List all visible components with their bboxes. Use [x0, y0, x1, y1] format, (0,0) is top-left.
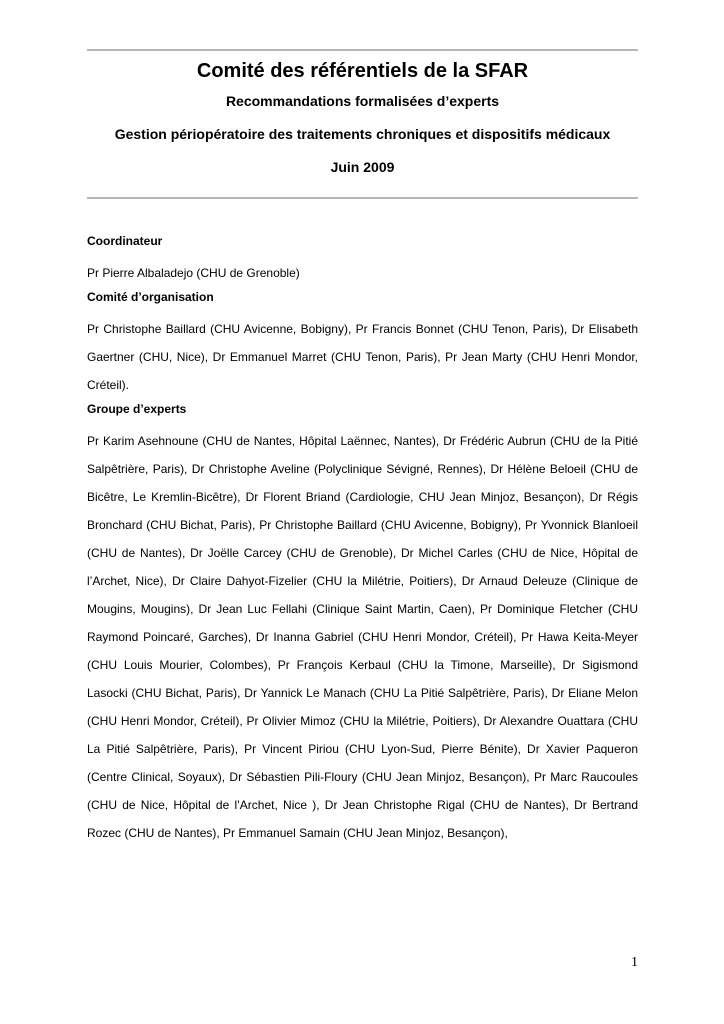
document-body	[87, 231, 638, 847]
organizing-committee-text: Pr Christophe Baillard (CHU Avicenne, Bobigny), Pr Francis Bonnet (CHU Tenon, Paris), Dr Elisabeth Gaertner (CHU, Nice), Dr Emmanuel Marret (CHU Tenon, Paris), Pr Jean Marty (CHU Henri Mondor, Créteil).	[87, 322, 638, 392]
document-topic: Gestion périopératoire des traitements chroniques et dispositifs médicaux	[114, 126, 611, 142]
coordinator-heading: Coordinateur	[87, 234, 163, 248]
experts-text: Pr Karim Asehnoune (CHU de Nantes, Hôpital Laënnec, Nantes), Dr Frédéric Aubrun (CHU de la Pitié Salpêtrière, Paris), Dr Christophe Aveline (Polyclinique Sévigné, Rennes), Dr Hélène Beloeil (CHU de Bicêtre, Le Kremlin-Bicêtre), Dr Florent Briand (Cardiologie, CHU Jean Minjoz, Besançon), Dr Régis Bronchard (CHU Bichat, Paris), Pr Christophe Baillard (CHU Avicenne, Bobigny), Pr Yvonnick Blanloeil (CHU de Nantes), Dr Joëlle Carcey (CHU de Grenoble), Dr Michel Carles (CHU de Nice, Hôpital de l’Archet, Nice), Dr Claire Dahyot-Fizelier (CHU la Milétrie, Poitiers), Dr Arnaud Deleuze (Clinique de Mougins, Mougins), Dr Jean Luc Fellahi (Clinique Saint Martin, Caen), Pr Dominique Fletcher (CHU Raymond Poincaré, Garches), Dr Inanna Gabriel (CHU Henri Mondor, Créteil), Pr Hawa Keita-Meyer (CHU Louis Mourier, Colombes), Pr François Kerbaul (CHU la Timone, Marseille), Dr Sigismond Lasocki (CHU Bichat, Paris), Dr Yannick Le Manach (CHU La Pitié Salpêtrière, Paris), Dr Eliane Melon (CHU Henri Mondor, Créteil), Pr Olivier Mimoz (CHU la Milétrie, Poitiers), Dr Alexandre Ouattara (CHU La Pitié Salpêtrière, Paris), Pr Vincent Piriou (CHU Lyon-Sud, Pierre Bénite), Dr Xavier Paqueron (Centre Clinical, Soyaux), Dr Sébastien Pili-Floury (CHU Jean Minjoz, Besançon), Pr Marc Raucoules (CHU de Nice, Hôpital de l’Archet, Nice ), Dr Jean Christophe Rigal (CHU de Nantes), Dr Bertrand Rozec (CHU de Nantes), Pr Emmanuel Samain (CHU Jean Minjoz, Besançon),	[87, 434, 638, 840]
experts-heading: Groupe d’experts	[87, 402, 187, 416]
header-bottom-rule	[87, 197, 638, 199]
document-date: Juin 2009	[330, 159, 395, 175]
coordinator-text: Pr Pierre Albaladejo (CHU de Grenoble)	[87, 266, 300, 280]
organizing-committee-heading: Comité d’organisation	[87, 290, 214, 304]
page-number: 1	[631, 955, 638, 970]
document-subtitle: Recommandations formalisées d’experts	[225, 93, 500, 109]
document-title: Comité des référentiels de la SFAR	[196, 60, 529, 82]
header-top-rule	[87, 49, 638, 51]
